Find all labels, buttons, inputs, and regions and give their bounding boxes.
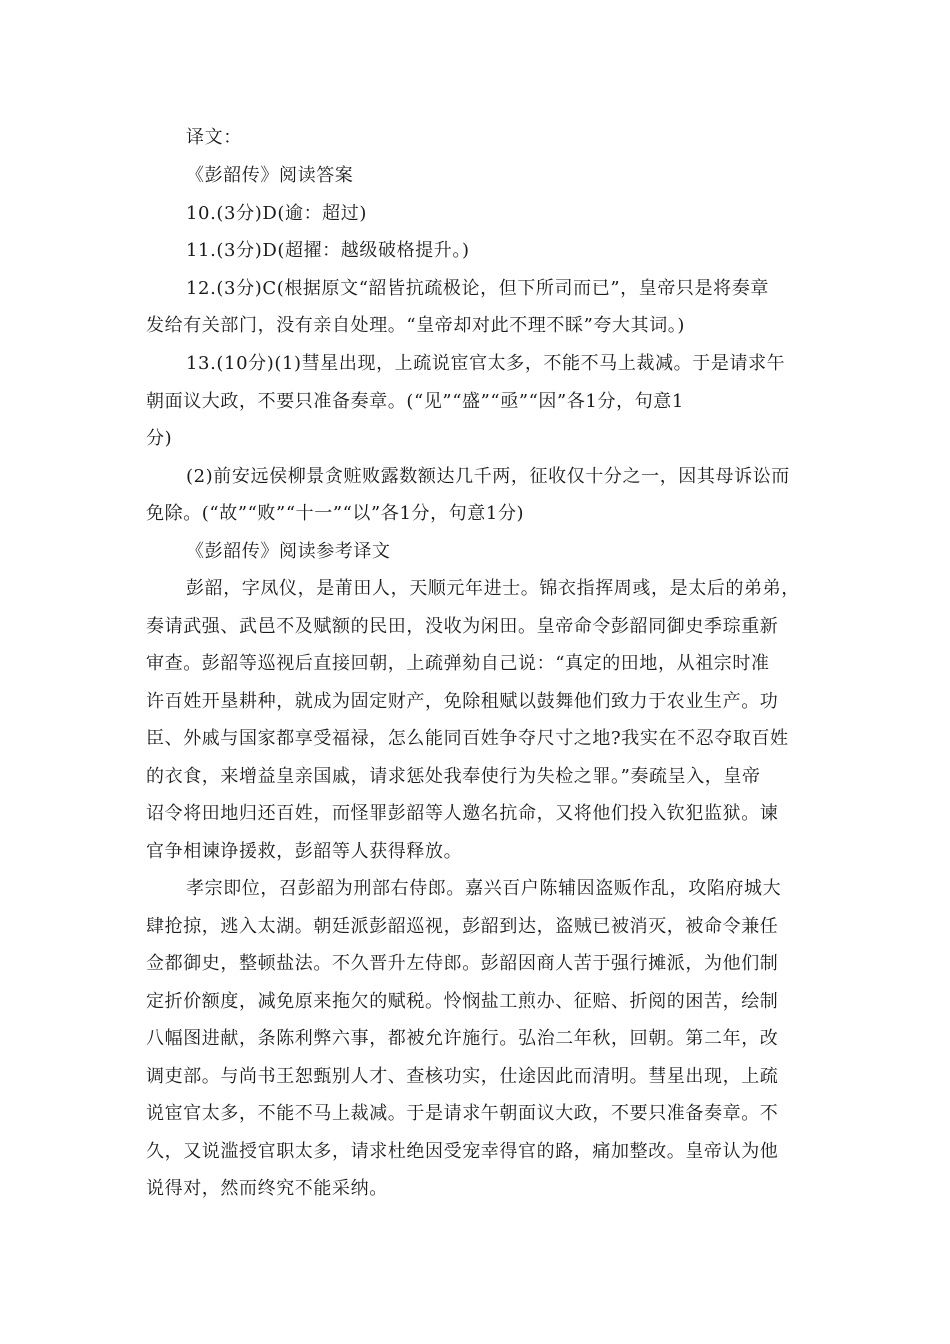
answer-q13-line: 朝面议大政，不要只准备奏章。(“见”“盛”“亟”“因”各1分，句意1 (146, 391, 684, 412)
paragraph-line: 的衣食，来增益皇亲国戚，请求惩处我奉使行为失检之罪。”奏疏呈入，皇帝 (146, 766, 761, 787)
paragraph-line: 调吏部。与尚书王恕甄别人才、查核功实，仕途因此而清明。彗星出现，上疏 (146, 1066, 779, 1087)
answer-q10: 10.(3分)D(逾：超过) (186, 203, 367, 224)
paragraph-line: 官争相谏诤援救，彭韶等人获得释放。 (146, 841, 463, 862)
paragraph-line: 臣、外戚与国家都享受福禄，怎么能同百姓争夺尺寸之地?我实在不忍夺取百姓 (146, 728, 789, 749)
paragraph-line: 彭韶，字凤仪，是莆田人，天顺元年进士。锦衣指挥周彧，是太后的弟弟， (186, 578, 800, 599)
paragraph-line: 久，又说滥授官职太多，请求杜绝因受宠幸得官的路，痛加整改。皇帝认为他 (146, 1141, 779, 1162)
translation-title: 《彭韶传》阅读参考译文 (186, 541, 391, 562)
answer-q12-line: 12.(3分)C(根据原文“韶皆抗疏极论，但下所司而已”，皇帝只是将奏章 (186, 278, 769, 299)
paragraph-line: 诏令将田地归还百姓，而怪罪彭韶等人邀名抗命，又将他们投入钦犯监狱。谏 (146, 803, 779, 824)
paragraph-line: 许百姓开垦耕种，就成为固定财产，免除租赋以鼓舞他们致力于农业生产。功 (146, 691, 779, 712)
paragraph-line: 孝宗即位，召彭韶为刑部右侍郎。嘉兴百户陈辅因盗贩作乱，攻陷府城大 (186, 878, 782, 899)
answer-q12-line: 发给有关部门，没有亲自处理。“皇帝却对此不理不睬”夸大其词。) (146, 315, 686, 336)
paragraph-line: 审查。彭韶等巡视后直接回朝，上疏弹劾自己说：“真定的田地，从祖宗时准 (146, 653, 770, 674)
answer-q13-line: 分) (146, 428, 173, 449)
answer-q11: 11.(3分)D(超擢：越级破格提升。) (186, 240, 470, 261)
answers-title: 《彭韶传》阅读答案 (186, 165, 354, 186)
answer-q13-2-line: 免除。(“故”“败”“十一”“以”各1分，句意1分) (146, 503, 525, 524)
paragraph-line: 八幅图进献，条陈利弊六事，都被允许施行。弘治二年秋，回朝。第二年，改 (146, 1028, 779, 1049)
answer-q13-line: 13.(10分)(1)彗星出现，上疏说宦官太多，不能不马上裁减。于是请求午 (186, 353, 786, 374)
paragraph-line: 奏请武强、武邑不及赋额的民田，没收为闲田。皇帝命令彭韶同御史季琮重新 (146, 616, 779, 637)
translation-heading: 译文： (186, 127, 242, 148)
paragraph-line: 佥都御史，整顿盐法。不久晋升左侍郎。彭韶因商人苦于强行摊派，为他们制 (146, 953, 779, 974)
paragraph-line: 肆抢掠，逃入太湖。朝廷派彭韶巡视，彭韶到达，盗贼已被消灭，被命令兼任 (146, 916, 779, 937)
paragraph-line: 说得对，然而终究不能采纳。 (146, 1178, 388, 1199)
paragraph-line: 定折价额度，减免原来拖欠的赋税。怜悯盐工煎办、征赔、折阅的困苦，绘制 (146, 991, 779, 1012)
paragraph-line: 说宦官太多，不能不马上裁减。于是请求午朝面议大政，不要只准备奏章。不 (146, 1103, 779, 1124)
answer-q13-2-line: (2)前安远侯柳景贪赃败露数额达几千两，征收仅十分之一，因其母诉讼而 (186, 466, 790, 487)
